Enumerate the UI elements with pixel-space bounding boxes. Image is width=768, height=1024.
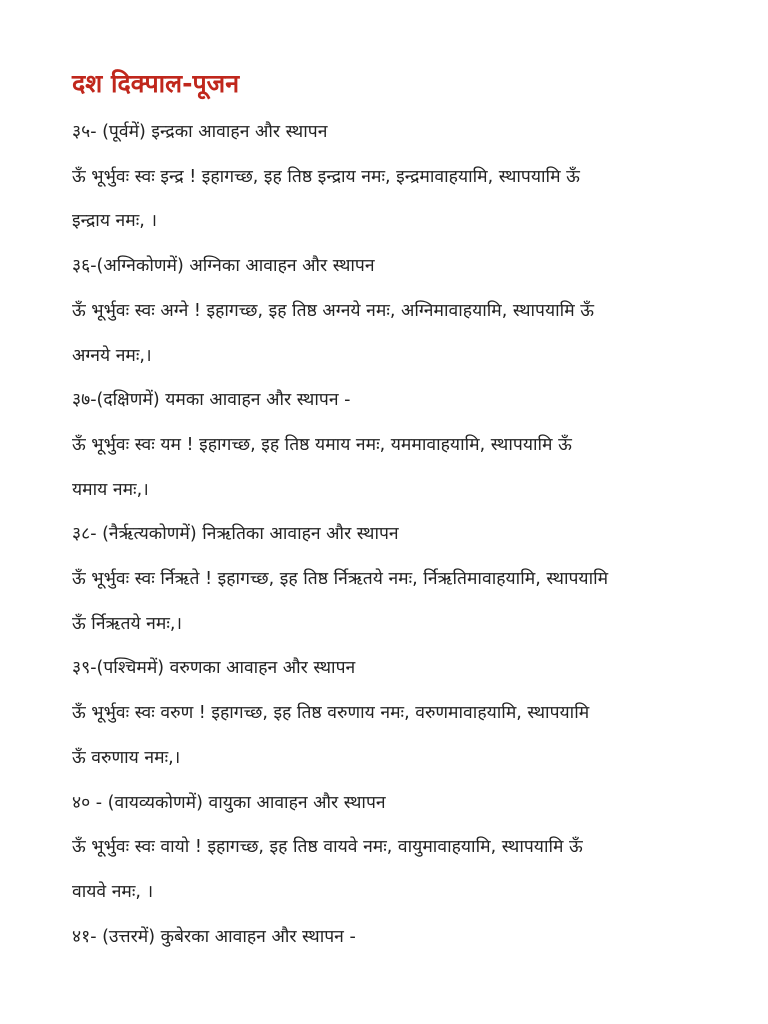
text-line: ऊँ भूर्भुवः स्वः वरुण ! इहागच्छ, इह तिष्ठ वरुणाय नमः, वरुणमावाहयामि, स्थापयामि	[72, 703, 590, 724]
body-text	[72, 110, 728, 959]
text-line: ३७-(दक्षिणमें) यमका आवाहन और स्थापन -	[72, 390, 351, 411]
text-line: ऊँ भूर्भुवः स्वः र्निऋते ! इहागच्छ, इह तिष्ठ र्निऋतये नमः, र्निऋतिमावाहयामि, स्थापयामि	[72, 569, 609, 590]
text-line: ३६-(अग्निकोणमें) अग्निका आवाहन और स्थापन	[72, 256, 375, 277]
text-line: ऊँ र्निऋतये नमः,।	[72, 613, 183, 634]
text-line: अग्नये नमः,।	[72, 345, 152, 366]
text-line: ३८- (नैर्ऋत्यकोणमें) निऋतिका आवाहन और स्थापन	[72, 524, 399, 545]
text-line: ऊँ वरुणाय नमः,।	[72, 747, 181, 768]
text-line: ३९-(पश्चिममें) वरुणका आवाहन और स्थापन	[72, 658, 356, 679]
text-line: ऊँ भूर्भुवः स्वः वायो ! इहागच्छ, इह तिष्ठ वायवे नमः, वायुमावाहयामि, स्थापयामि ऊँ	[72, 837, 583, 858]
text-line: यमाय नमः,।	[72, 479, 149, 500]
text-line: ऊँ भूर्भुवः स्वः इन्द्र ! इहागच्छ, इह तिष्ठ इन्द्राय नमः, इन्द्रमावाहयामि, स्थापयामि ऊँ	[72, 166, 580, 187]
text-line: वायवे नमः, ।	[72, 881, 154, 902]
text-line: ऊँ भूर्भुवः स्वः यम ! इहागच्छ, इह तिष्ठ यमाय नमः, यममावाहयामि, स्थापयामि ऊँ	[72, 434, 572, 455]
text-line: इन्द्राय नमः, ।	[72, 211, 158, 232]
text-line: ४१- (उत्तरमें) कुबेरका आवाहन और स्थापन -	[72, 926, 356, 947]
text-line: ४० - (वायव्यकोणमें) वायुका आवाहन और स्थापन	[72, 792, 386, 813]
text-line: ऊँ भूर्भुवः स्वः अग्ने ! इहागच्छ, इह तिष्ठ अग्नये नमः, अग्निमावाहयामि, स्थापयामि ऊँ	[72, 300, 594, 321]
page-title: दश दिक्पाल-पूजन	[72, 69, 240, 98]
text-line: ३५- (पूर्वमें) इन्द्रका आवाहन और स्थापन	[72, 122, 328, 142]
